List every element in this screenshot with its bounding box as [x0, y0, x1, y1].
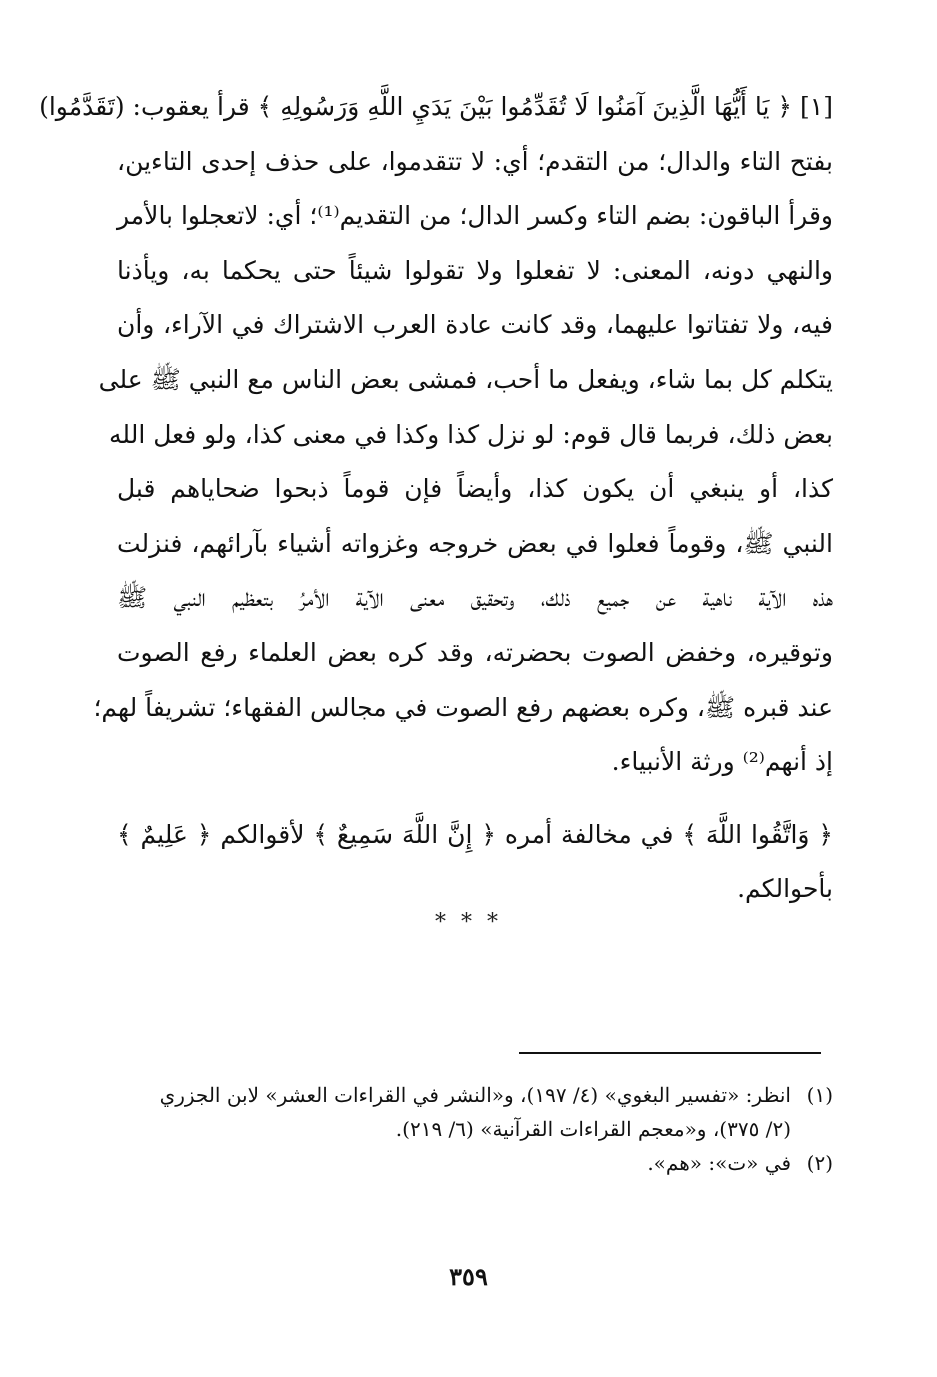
text-line: فيه، ولا تفتاتوا عليهما، وقد كانت عادة العرب الاشتراك في الآراء، وأن [117, 310, 833, 340]
text-line: وتوقيره، وخفض الصوت بحضرته، وقد كره بعض العلماء رفع الصوت [117, 637, 833, 667]
footnote-line [117, 1112, 833, 1146]
footnote-line [117, 1078, 833, 1112]
main-text [39, 80, 834, 917]
text-line: وقرأ الباقون: بضم التاء وكسر الدال؛ من التقديم⁽¹⁾؛ أي: لاتعجلوا بالأمر [117, 201, 833, 231]
text-line: بفتح التاء والدال؛ من التقدم؛ أي: لا تتقدموا، على حذف إحدى التاءين، [117, 146, 833, 176]
footnote-divider [519, 1052, 821, 1054]
paragraph-gap [117, 790, 833, 808]
footnote-text: في «ت»: «هم». [647, 1151, 791, 1175]
footnote-2 [117, 1146, 833, 1180]
text-line: بعض ذلك، فربما قال قوم: لو نزل كذا وكذا في معنى كذا، ولو فعل الله [109, 419, 833, 449]
page-number: ٣٥٩ [449, 1262, 488, 1291]
text-line: [١] ﴿ يَا أَيُّهَا الَّذِينَ آمَنُوا لَا تُقَدِّمُوا بَيْنَ يَدَيِ اللَّهِ وَرَسُولِهِ ﴾ قرأ يعقوب: (تَقَدَّمُوا) [39, 92, 833, 121]
paragraph-2 [117, 808, 833, 917]
footnote-line [117, 1146, 833, 1180]
footnote-text: انظر: «تفسير البغوي» (٤/ ١٩٧)، و«النشر في القراءات العشر» لابن الجزري [159, 1083, 791, 1107]
text-line: ﴿ وَاتَّقُوا اللَّهَ ﴾ في مخالفة أمره ﴿ إِنَّ اللَّهَ سَمِيعٌ ﴾ لأقوالكم ﴿ عَلِيمٌ ﴾ [117, 819, 834, 849]
text-line: عند قبره ﷺ، وكره بعضهم رفع الصوت في مجالس الفقهاء؛ تشريفاً لهم؛ [93, 692, 833, 722]
text-line: النبي ﷺ، وقوماً فعلوا في بعض خروجه وغزواته أشياء بآرائهم، فنزلت [117, 528, 833, 558]
footnote-1 [117, 1078, 833, 1146]
section-separator: * * * [435, 910, 502, 935]
text-line: إذ أنهم⁽²⁾ ورثة الأنبياء. [611, 747, 833, 777]
text-line: كذا، أو ينبغي أن يكون كذا، وأيضاً فإن قوماً ذبحوا ضحاياهم قبل [117, 474, 833, 504]
paragraph-1 [39, 80, 833, 790]
footnote-text: (٢/ ٣٧٥)، و«معجم القراءات القرآنية» (٦/ ٢١٩). [395, 1117, 791, 1141]
footnote-number: (٢) [806, 1151, 833, 1175]
text-line: والنهي دونه، المعنى: لا تفعلوا ولا تقولوا شيئاً حتى يحكما به، ويأذنا [117, 255, 833, 285]
text-line: يتكلم كل بما شاء، ويفعل ما أحب، فمشى بعض الناس مع النبي ﷺ على [98, 364, 833, 394]
text-line: هذه الآية ناهية عن جميع ذلك، وتحقيق معنى الآية الأمرُ بتعظيم النبي ﷺ [117, 583, 833, 613]
text-line: بأحوالكم. [737, 874, 833, 904]
footnote-number: (١) [806, 1083, 833, 1107]
footnotes [117, 1078, 833, 1180]
